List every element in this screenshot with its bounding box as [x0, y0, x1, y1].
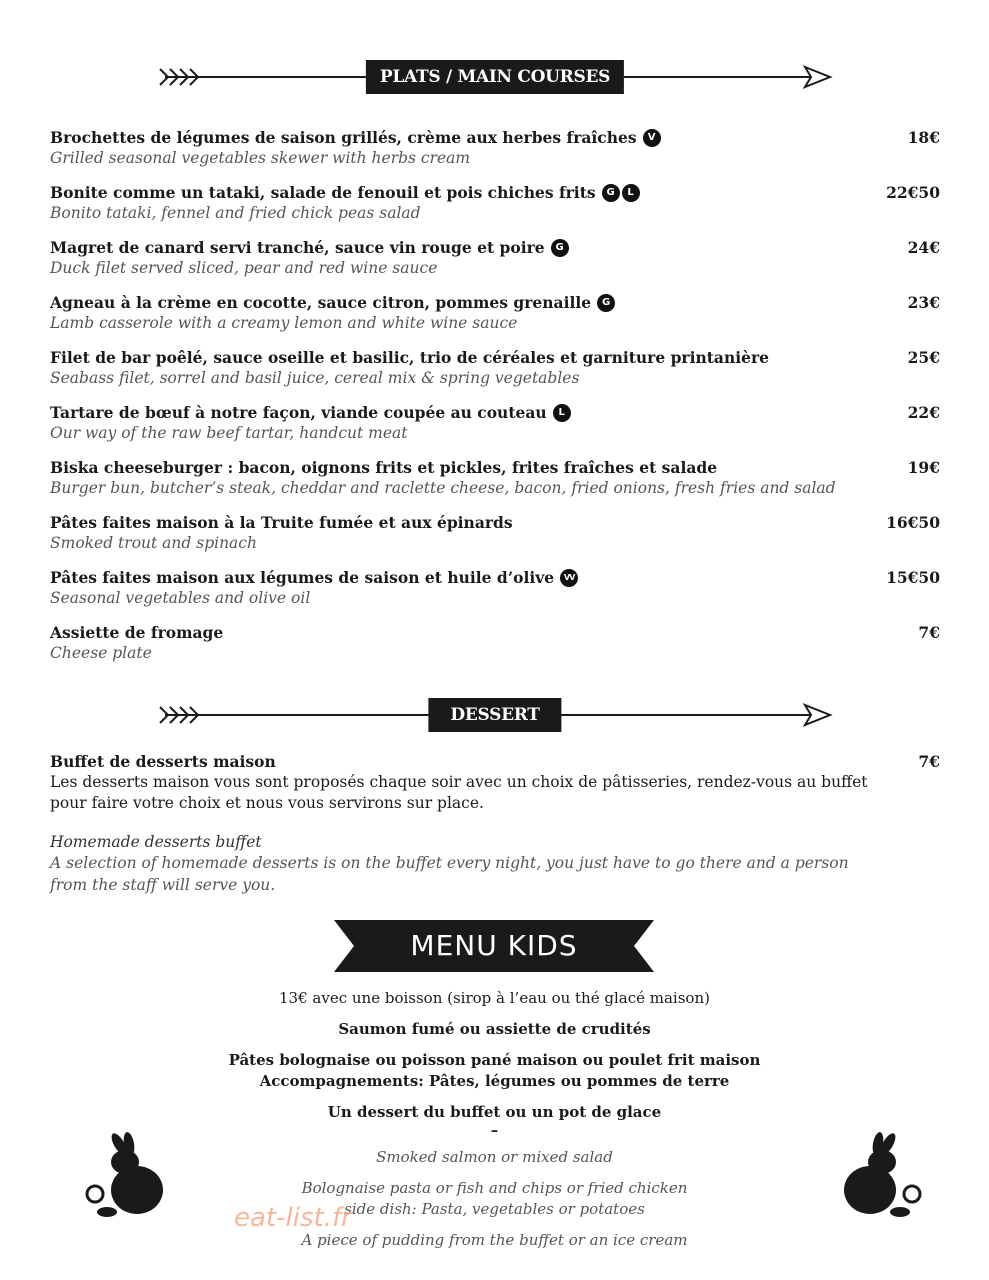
mains-section-header [155, 57, 835, 97]
menu-item-price: 24€ [907, 238, 940, 257]
kids-separator: – [490, 1121, 499, 1139]
diet-badge-icon: L [553, 404, 571, 422]
menu-item-price: 22€ [907, 403, 940, 422]
watermark: eat-list.fr [234, 1203, 352, 1233]
menu-item-name-text: Tartare de bœuf à notre façon, viande coupée au couteau [50, 403, 547, 422]
menu-item-price: 23€ [907, 293, 940, 312]
menu-item-english: Seabass filet, sorrel and basil juice, cereal mix & spring vegetables [50, 369, 580, 387]
kids-price-line: 13€ avec une boisson (sirop à l’eau ou thé glacé maison) [279, 989, 710, 1007]
rabbit-icon [85, 1132, 175, 1222]
menu-item-name [50, 403, 940, 423]
dessert-section-title: DESSERT [428, 698, 561, 732]
menu-item-name-text: Bonite comme un tataki, salade de fenouil et pois chiches frits [50, 183, 596, 202]
diet-badge-icon: G [602, 184, 620, 202]
menu-item-name [50, 568, 940, 588]
mains-section-title: PLATS / MAIN COURSES [366, 60, 624, 94]
kids-en-dessert: A piece of pudding from the buffet or an ice cream [301, 1231, 688, 1249]
menu-item [50, 293, 940, 348]
menu-item [50, 458, 940, 513]
dessert-description: Les desserts maison vous sont proposés chaque soir avec un choix de pâtisseries, rendez-vous au buffet pour faire votre choix et nous vous servirons sur place. [50, 773, 868, 812]
diet-badges [553, 404, 571, 422]
kids-en-sides: side dish: Pasta, vegetables or potatoes [344, 1200, 645, 1218]
menu-item-english: Seasonal vegetables and olive oil [50, 589, 311, 607]
menu-item-english: Duck filet served sliced, pear and red wine sauce [50, 259, 438, 277]
menu-item-name-text: Pâtes faites maison à la Truite fumée et aux épinards [50, 513, 513, 532]
diet-badge-icon: G [597, 294, 615, 312]
dessert-english-description: A selection of homemade desserts is on the buffet every night, you just have to go there and a person from the staff will serve you. [50, 854, 849, 894]
menu-item-name [50, 128, 940, 148]
dessert-title: Buffet de desserts maison [50, 752, 276, 771]
menu-item-price: 25€ [907, 348, 940, 367]
dessert-block [50, 752, 940, 896]
menu-item-name-text: Magret de canard servi tranché, sauce vin rouge et poire [50, 238, 545, 257]
dessert-price: 7€ [918, 752, 940, 771]
menu-item-name-text: Agneau à la crème en cocotte, sauce citron, pommes grenaille [50, 293, 592, 312]
menu-item-name-text: Pâtes faites maison aux légumes de saison et huile d’olive [50, 568, 555, 587]
diet-badge-icon: V [643, 129, 661, 147]
diet-badge-icon: L [622, 184, 640, 202]
menu-item [50, 623, 940, 678]
menu-item-price: 16€50 [886, 513, 940, 532]
menu-item-english: Burger bun, butcher’s steak, cheddar and raclette cheese, bacon, fried onions, fresh fries and salad [50, 479, 836, 497]
rabbit-icon [832, 1132, 922, 1222]
menu-item-name-text: Biska cheeseburger : bacon, oignons frits et pickles, frites fraîches et salade [50, 458, 718, 477]
menu-item-price: 22€50 [886, 183, 940, 202]
menu-item-english: Lamb casserole with a creamy lemon and white wine sauce [50, 314, 518, 332]
menu-item [50, 403, 940, 458]
dessert-section-header [155, 695, 835, 735]
menu-item-name [50, 458, 940, 478]
kids-dessert: Un dessert du buffet ou un pot de glace [327, 1103, 662, 1121]
diet-badges [560, 569, 578, 587]
menu-item [50, 348, 940, 403]
kids-banner [334, 920, 654, 972]
menu-item-english: Our way of the raw beef tartar, handcut meat [50, 424, 408, 442]
menu-item-price: 7€ [918, 623, 940, 642]
menu-item-name-text: Brochettes de légumes de saison grillés, crème aux herbes fraîches [50, 128, 637, 147]
menu-item-english: Bonito tataki, fennel and fried chick peas salad [50, 204, 421, 222]
menu-item-english: Smoked trout and spinach [50, 534, 257, 552]
diet-badge-icon: G [551, 239, 569, 257]
diet-badges [602, 184, 640, 202]
dessert-english-title: Homemade desserts buffet [50, 833, 262, 851]
mains-list [50, 128, 940, 678]
menu-item-name [50, 238, 940, 258]
menu-item-price: 15€50 [886, 568, 940, 587]
kids-en-main: Bolognaise pasta or fish and chips or fried chicken [301, 1179, 688, 1197]
diet-badges [597, 294, 615, 312]
menu-item-name [50, 293, 940, 313]
menu-item [50, 513, 940, 568]
menu-item-name [50, 623, 940, 643]
kids-main: Pâtes bolognaise ou poisson pané maison ou poulet frit maison [228, 1051, 761, 1069]
menu-item [50, 183, 940, 238]
diet-badges [643, 129, 661, 147]
menu-item [50, 568, 940, 623]
menu-item-name [50, 183, 940, 203]
diet-badges [551, 239, 569, 257]
menu-item-price: 19€ [907, 458, 940, 477]
menu-item-name [50, 513, 940, 533]
menu-item [50, 238, 940, 293]
menu-item [50, 128, 940, 183]
menu-item-price: 18€ [907, 128, 940, 147]
kids-title: MENU KIDS [410, 929, 578, 962]
kids-sides: Accompagnements: Pâtes, légumes ou pommes de terre [259, 1072, 730, 1090]
diet-badge-icon: VV [560, 569, 578, 587]
menu-item-name [50, 348, 940, 368]
menu-item-english: Cheese plate [50, 644, 152, 662]
menu-item-name-text: Filet de bar poêlé, sauce oseille et basilic, trio de céréales et garniture printanière [50, 348, 769, 367]
kids-starter: Saumon fumé ou assiette de crudités [338, 1020, 651, 1038]
kids-en-starter: Smoked salmon or mixed salad [376, 1148, 613, 1166]
menu-item-name-text: Assiette de fromage [50, 623, 224, 642]
menu-item-english: Grilled seasonal vegetables skewer with herbs cream [50, 149, 471, 167]
